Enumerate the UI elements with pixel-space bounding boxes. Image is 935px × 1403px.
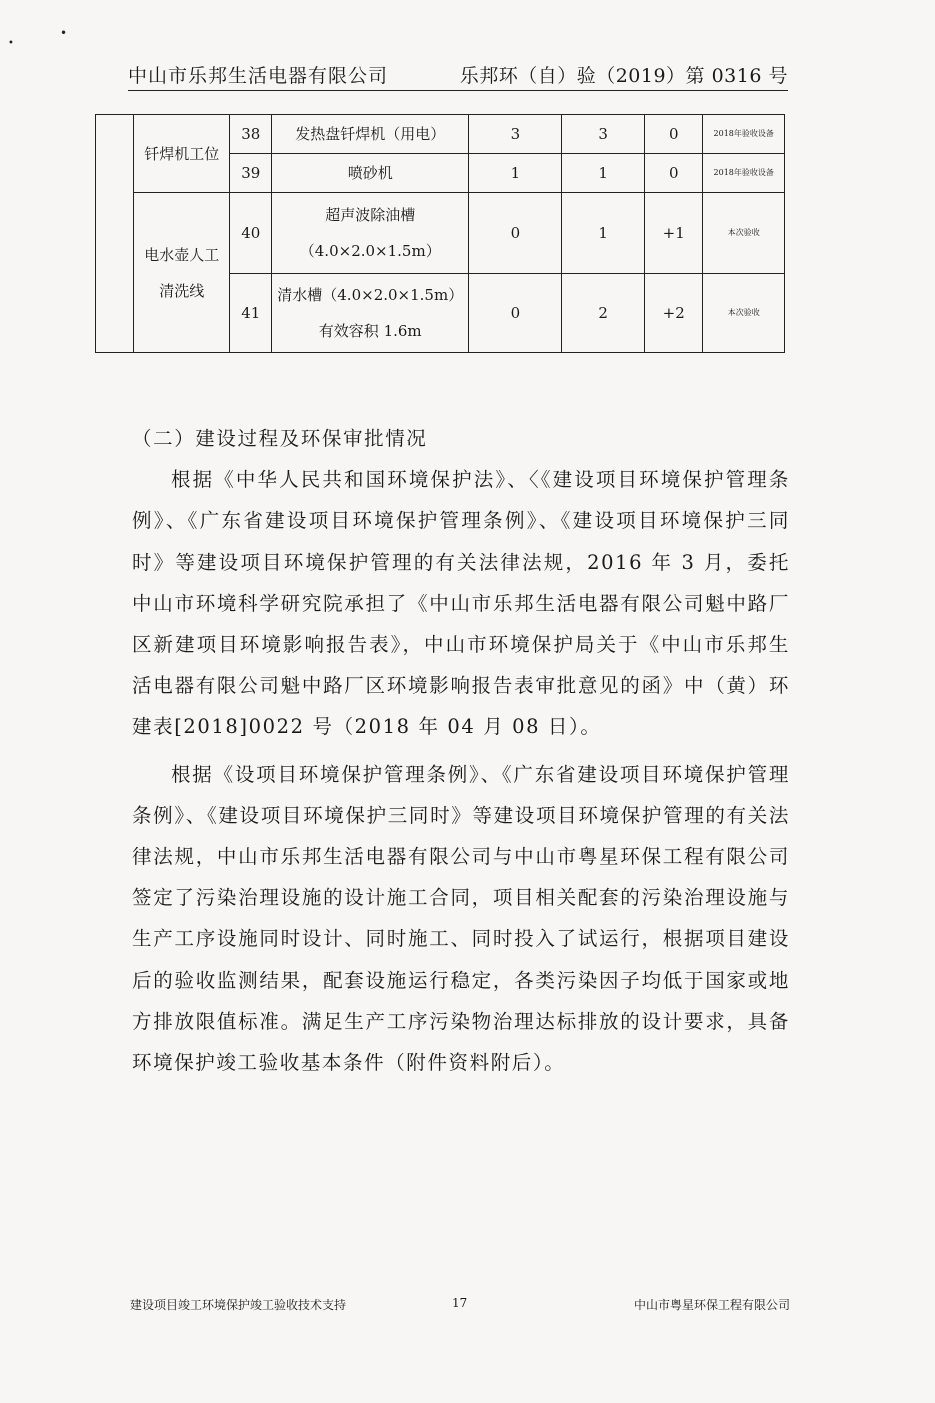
table-row xyxy=(96,115,785,154)
qty-change: 0 xyxy=(645,154,703,193)
header-company: 中山市乐邦生活电器有限公司 xyxy=(128,65,389,87)
row-number: 40 xyxy=(230,193,272,274)
name-line: 清水槽（4.0×2.0×1.5m） xyxy=(277,286,464,304)
name-line: 超声波除油槽 xyxy=(325,206,416,224)
remark: 2018年验收设备 xyxy=(703,115,785,154)
section-cell xyxy=(134,193,230,353)
qty-after: 2 xyxy=(562,274,645,353)
table-row xyxy=(96,193,785,274)
qty-before: 3 xyxy=(469,115,562,154)
section-body xyxy=(132,418,790,1083)
qty-before: 1 xyxy=(469,154,562,193)
equipment-name: 发热盘钎焊机（用电） xyxy=(272,115,469,154)
paragraph: 根据《中华人民共和国环境保护法》、〈《建设项目环境保护管理条例》、《广东省建设项目环境保护管理条例》、《建设项目环境保护三同时》等建设项目环境保护管理的有关法律法规，2016 年 3 月，委托中山市环境科学研究院承担了《中山市乐邦生活电器有限公司魁中路厂区新建项目环境影响报告表》，中山市环境保护局关于《中山市乐邦生活电器有限公司魁中路厂区环境影响报告表审批意见的函》中（黄）环建表[2018]0022 号（2018 年 04 月 08 日）。 xyxy=(132,468,790,739)
header-doc-number: 乐邦环（自）验（2019）第 0316 号 xyxy=(459,65,788,87)
row-number: 38 xyxy=(230,115,272,154)
qty-after: 3 xyxy=(562,115,645,154)
scan-dot: • xyxy=(8,38,14,49)
section-line: 电水壶人工 xyxy=(144,245,220,264)
qty-after: 1 xyxy=(562,193,645,274)
scan-dot: • xyxy=(60,26,68,40)
qty-after: 1 xyxy=(562,154,645,193)
section-line: 清洗线 xyxy=(159,281,205,300)
row-number: 39 xyxy=(230,154,272,193)
qty-before: 0 xyxy=(469,193,562,274)
name-line: （4.0×2.0×1.5m） xyxy=(299,242,441,260)
section-cell: 钎焊机工位 xyxy=(134,115,230,193)
footer-right: 中山市粤星环保工程有限公司 xyxy=(633,1298,790,1312)
qty-change: +1 xyxy=(645,193,703,274)
equipment-name xyxy=(272,274,469,353)
footer-left: 建设项目竣工环境保护竣工验收技术支持 xyxy=(130,1298,347,1312)
page-number: 17 xyxy=(452,1296,468,1310)
category-cell xyxy=(96,115,134,353)
remark: 2018年验收设备 xyxy=(703,154,785,193)
qty-change: +2 xyxy=(645,274,703,353)
remark: 本次验收 xyxy=(703,193,785,274)
equipment-name xyxy=(272,193,469,274)
equipment-name: 喷砂机 xyxy=(272,154,469,193)
page-header xyxy=(128,62,788,91)
paragraph: 根据《设项目环境保护管理条例》、《广东省建设项目环境保护管理条例》、《建设项目环境保护三同时》等建设项目环境保护管理的有关法律法规，中山市乐邦生活电器有限公司与中山市粤星环保工程有限公司签定了污染治理设施的设计施工合同，项目相关配套的污染治理设施与生产工序设施同时设计、同时施工、同时投入了试运行，根据项目建设后的验收监测结果，配套设施运行稳定，各类污染因子均低于国家或地方排放限值标准。满足生产工序污染物治理达标排放的设计要求，具备环境保护竣工验收基本条件（附件资料附后）。 xyxy=(132,762,790,1075)
qty-before: 0 xyxy=(469,274,562,353)
name-line: 有效容积 1.6m xyxy=(318,322,422,340)
equipment-table xyxy=(95,114,785,353)
section-heading: （二）建设过程及环保审批情况 xyxy=(132,427,428,450)
qty-change: 0 xyxy=(645,115,703,154)
remark: 本次验收 xyxy=(703,274,785,353)
row-number: 41 xyxy=(230,274,272,353)
